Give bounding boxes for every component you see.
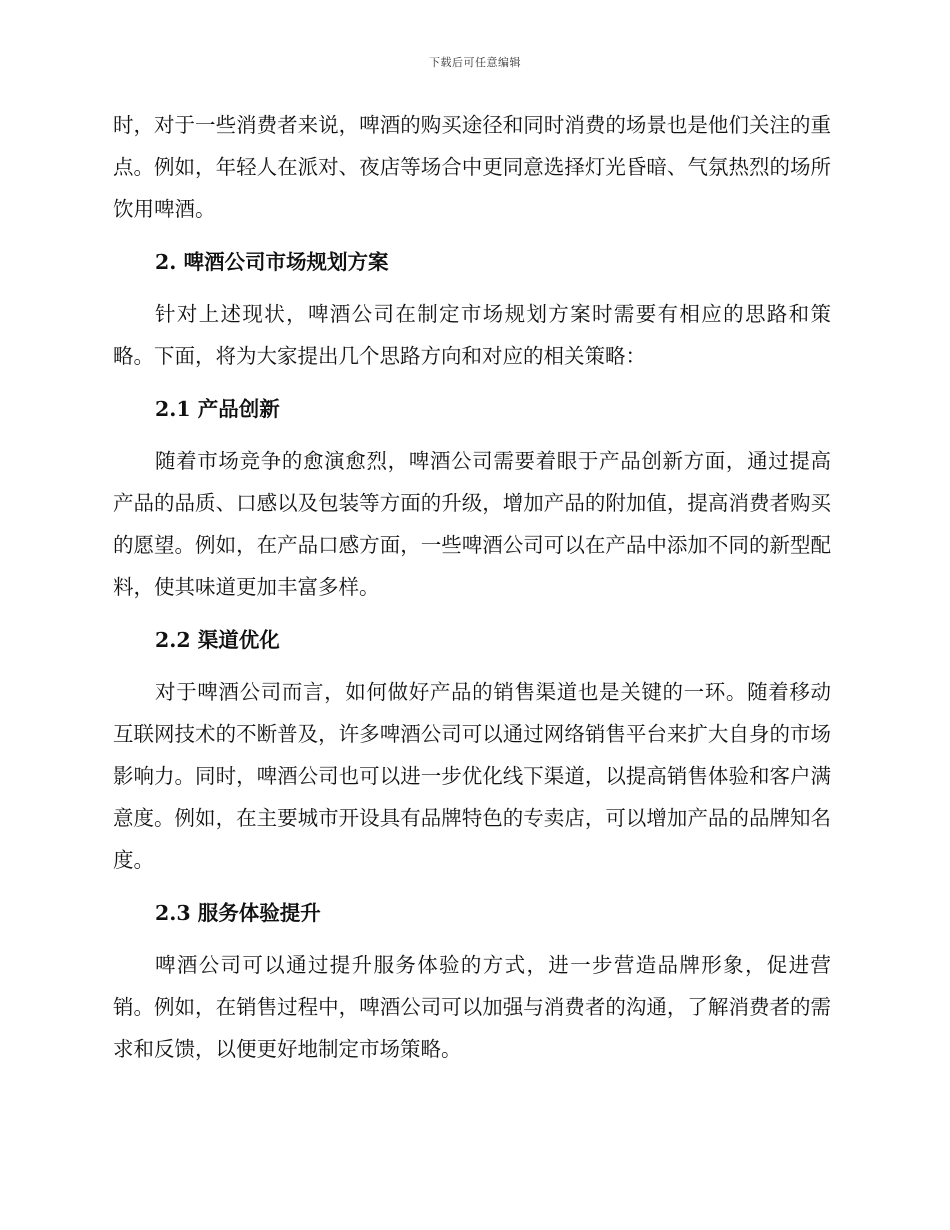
page-header: 下载后可任意编辑 bbox=[429, 56, 521, 69]
section-heading-2: 2. 啤酒公司市场规划方案 bbox=[155, 250, 389, 274]
paragraph-product-innovation: 随着市场竞争的愈演愈烈，啤酒公司需要着眼于产品创新方面，通过提高产品的品质、口感以及包装等方面的升级，增加产品的附加值，提高消费者购买的愿望。例如，在产品口感方面，一些啤酒公司可以在产品中添加不同的新型配料，使其味道更加丰富多样。 bbox=[113, 449, 831, 599]
paragraph-continuation: 时，对于一些消费者来说，啤酒的购买途径和同时消费的场景也是他们关注的重点。例如，年轻人在派对、夜店等场合中更同意选择灯光昏暗、气氛热烈的场所饮用啤酒。 bbox=[113, 113, 831, 221]
paragraph-service-experience: 啤酒公司可以通过提升服务体验的方式，进一步营造品牌形象，促进营销。例如，在销售过程中，啤酒公司可以加强与消费者的沟通，了解消费者的需求和反馈，以便更好地制定市场策略。 bbox=[113, 953, 831, 1061]
paragraph-intro: 针对上述现状，啤酒公司在制定市场规划方案时需要有相应的思路和策略。下面，将为大家提出几个思路方向和对应的相关策略： bbox=[113, 302, 831, 368]
section-heading-2-2: 2.2 渠道优化 bbox=[155, 628, 280, 652]
paragraph-channel-optimization: 对于啤酒公司而言，如何做好产品的销售渠道也是关键的一环。随着移动互联网技术的不断普及，许多啤酒公司可以通过网络销售平台来扩大自身的市场影响力。同时，啤酒公司也可以进一步优化线下渠道，以提高销售体验和客户满意度。例如，在主要城市开设具有品牌特色的专卖店，可以增加产品的品牌知名度。 bbox=[113, 680, 831, 872]
section-heading-2-3: 2.3 服务体验提升 bbox=[155, 901, 321, 925]
section-heading-2-1: 2.1 产品创新 bbox=[155, 397, 280, 421]
document-body bbox=[113, 104, 831, 1070]
